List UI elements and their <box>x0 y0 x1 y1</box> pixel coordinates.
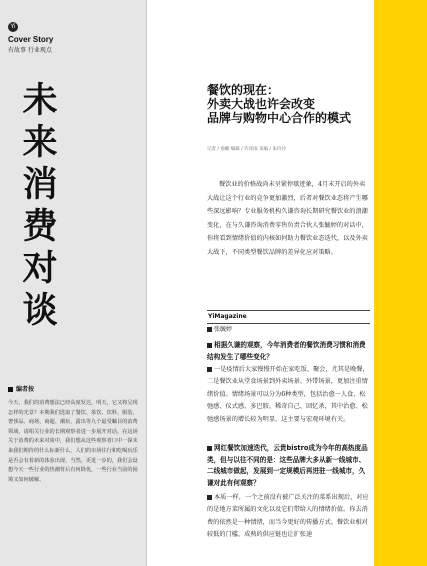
article-headline <box>207 83 372 125</box>
square-bullet-icon <box>207 495 212 500</box>
feature-title-char: 未 <box>22 80 58 121</box>
square-bullet-icon <box>207 343 212 348</box>
headline-line: 外卖大战也许会改变 <box>207 97 316 111</box>
answer-1 <box>207 364 370 426</box>
question-2-text: 网红餐饮加速迭代，云贵bistro成为今年的高热度品类，但与以往不同的是：这些品牌大多从新一线城市、二线城市做起，发展到一定规模后再进驻一线城市，久谦对此有何观察？ <box>207 444 368 487</box>
question-1 <box>207 340 370 363</box>
feature-title-char: 来 <box>22 122 58 163</box>
feature-title-char: 对 <box>22 248 58 289</box>
editor-note-text: 今天，我们的消费想法已经高度发达，明天，它又将呈现怎样的光景？本期我们选取了餐饮、茶饮、饮料、服装、奢侈品、商场、商超、潮玩、露出等九个最受瞩目的消费领域，请相关行业的长期观察者进一步展开对话，在这场关于消费的未来对谈中，我们想从这些观察者口中一探未来我们期待的什么标新什么，人们的市场往行和吃喝玩乐是否会有着新的体验出现，当然，更进一步的，我们会设想今天一些行业的热潮背后有何降优，一些行业当前的困境又如何破解。 <box>8 400 138 483</box>
left-panel <box>0 0 147 566</box>
accent-bar <box>374 0 427 566</box>
question-1-text: 相据久谦的观察，今年消费者的餐饮消费习惯和消费结构发生了哪些变化？ <box>207 341 366 361</box>
feature-title-char: 消 <box>22 164 58 205</box>
editor-note-heading <box>8 384 34 393</box>
answer-2 <box>207 492 370 542</box>
interviewee-name: 张毓婷 <box>214 326 233 333</box>
section-label: Cover Story <box>8 35 54 44</box>
interview-header <box>207 310 370 336</box>
answer-1-text: 一是疫情后大家慢慢开始在家吃饭、聚会，尤其是晚餐，二是餐饮业从堂食场景到外卖场景、外带场景，更加注重情绪价值。情绪场景可以分为6种类型，包括治愈一人食、松弛感、仪式感、多巴胺、稀奇自己、回忆杀，其中治愈、松弛感场景的增长较为明显，这主要与宏观环境有关。 <box>207 366 369 423</box>
byline: 记者 / 俞頔 编辑 / 许译雨 采编 / 朱玲玲 <box>207 147 286 152</box>
square-bullet-icon <box>207 367 212 372</box>
feature-title <box>18 80 62 332</box>
editor-note-label: 编者按 <box>16 386 35 393</box>
feature-title-char: 费 <box>22 206 58 247</box>
intro-paragraph: 餐饮业的价格战尚未呈紧停歇迹象，4月末开启的外卖大战让这个行业的竞争更加激烈，后者对餐饮业态将产生哪些深远影响？专业服务机构久谦咨询长期研究餐饮业的浪潮变化，在与久谦咨询消费零售负责合伙人张毓婷的对话中，你将看到情绪价值的内核如何助力餐饮业态迭代，以及外卖大战下，不同类型餐饮品牌的差异化应对策略。 <box>207 181 368 256</box>
headline-line: 品牌与购物中心合作的模式 <box>207 111 352 125</box>
square-bullet-icon <box>8 387 13 392</box>
section-subtitle: 有故事 行业观点 <box>8 47 52 54</box>
yi-logo-icon: Yi <box>8 22 18 32</box>
headline-line: 餐饮的现在： <box>207 83 280 97</box>
answer-2-text: 本质一样，一个之前没有被广泛关注的菜系出现后，对应的是地方菜所属的文化以及它们带给人的情绪价值。你去消费的依然是一种情绪，而当今更好的传播方式、餐饮业相对较低的门槛、成熟的供应链也让扩张速 <box>207 494 369 539</box>
square-bullet-icon <box>207 446 212 451</box>
feature-title-char: 谈 <box>22 290 58 331</box>
interviewee <box>207 324 370 336</box>
question-2 <box>207 443 370 489</box>
magazine-name: YiMagazine <box>208 313 247 320</box>
square-bullet-icon <box>207 327 212 332</box>
